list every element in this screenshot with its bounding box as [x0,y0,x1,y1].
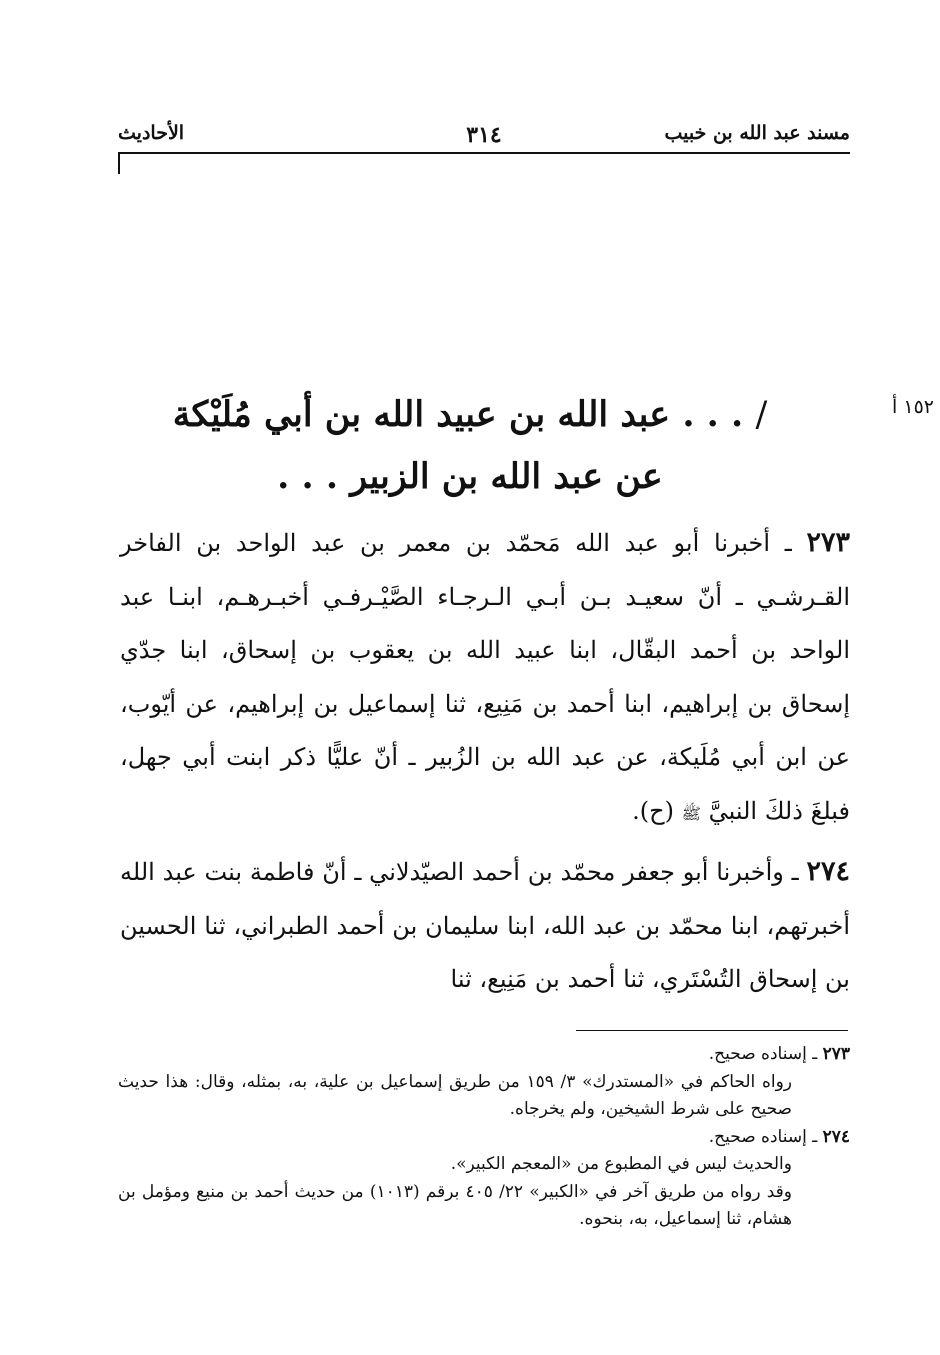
footnotes [118,1041,850,1234]
footnote-number: ٢٧٣ [822,1044,850,1064]
hadith-text: ـ وأخبرنا أبو جعفر محمّد بن أحمد الصيّدلاني ـ أنّ فاطمة بنت عبد الله أخبرتهم، ابنا محمّد بن عبد الله، ابنا سليمان بن أحمد الطبراني، ثنا الحسين بن إسحاق التُسْتَري، ثنا أحمد بن مَنِيع، ثنا [120,858,850,993]
hadith-274 [120,845,850,1007]
hadith-paragraph [120,845,850,1007]
header-rule [118,152,850,154]
footnote-text: والحديث ليس في المطبوع من «المعجم الكبير». [450,1154,792,1174]
footnote-text: وقد رواه من طريق آخر في «الكبير» ٢٢/ ٤٠٥ برقم (١٠١٣) من حديث أحمد بن منيع ومؤمل بن هشام، ثنا إسماعيل، به، بنحوه. [118,1181,792,1229]
hadith-text: ـ أخبرنا أبو عبد الله مَحمّد بن معمر بن عبد الواحد بن الفاخر القـرشـي ـ أنّ سعيـد بـن أبـي الـرجـاء الصَّيْـرفـي أخبـرهـم، ابنـا عبد الواحد بن أحمد البقّال، ابنا عبيد الله بن يعقوب بن إسحاق، ابنا جدّي إسحاق بن إبراهيم، ابنا أحمد بن مَنِيع، ثنا إسماعيل بن إبراهيم، عن أيّوب، عن ابن أبي مُلَيكة، عن عبد الله بن الزُبير ـ أنّ عليًّا ذكر ابنت أبي جهل، فبلغَ ذلكَ النبيَّ [120,529,851,825]
hadith-number: ٢٧٤ [806,856,850,887]
footnote-grade: ـ إسناده صحيح. [708,1126,818,1147]
footnote-heading [118,1041,850,1069]
honorific-glyph: ﷺ [681,803,701,823]
folio-slash: / [755,395,768,435]
footnote-number: ٢٧٤ [822,1126,850,1147]
chapter-title-text-1: . . . عبد الله بن عبيد الله بن أبي مُلَيْكة [172,394,744,435]
header-corner-tick [118,152,120,174]
manuscript-folio-note: ١٥٢ أ [892,396,934,418]
footnote-heading [118,1124,850,1152]
chapter-title [150,384,790,508]
footnote-rule [576,1030,848,1031]
chapter-title-line-2: عن عبد الله بن الزبير . . . [277,456,663,497]
hadith-number: ٢٧٣ [806,527,850,558]
hadith-ending: (ح). [632,796,682,825]
chapter-title-line-1 [150,384,790,446]
page-number: ٣١٤ [466,122,502,148]
hadith-paragraph [120,516,850,840]
section-title: الأحاديث [118,122,185,144]
footnote-text: رواه الحاكم في «المستدرك» ٣/ ١٥٩ من طريق إسماعيل بن علية، به، بمثله، وقال: هذا حديث صحيح على شرط الشيخين، ولم يخرجاه. [118,1071,793,1119]
running-header [118,118,850,158]
hadith-273 [120,516,850,840]
footnote-grade: ـ إسناده صحيح. [708,1044,818,1064]
book-title: مسند عبد الله بن خبيب [664,122,850,144]
